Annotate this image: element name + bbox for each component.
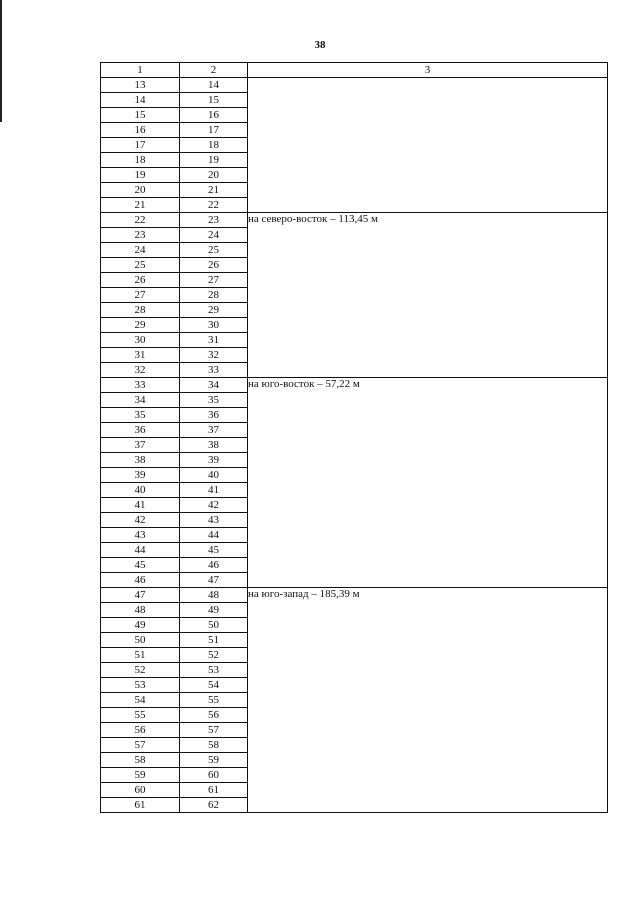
from-point-cell: 38	[101, 453, 180, 468]
from-point-cell: 49	[101, 618, 180, 633]
to-point-cell: 45	[180, 543, 248, 558]
to-point-cell: 14	[180, 78, 248, 93]
scan-edge-mark	[0, 0, 2, 122]
to-point-cell: 52	[180, 648, 248, 663]
to-point-cell: 46	[180, 558, 248, 573]
from-point-cell: 60	[101, 783, 180, 798]
to-point-cell: 21	[180, 183, 248, 198]
to-point-cell: 30	[180, 318, 248, 333]
from-point-cell: 32	[101, 363, 180, 378]
to-point-cell: 51	[180, 633, 248, 648]
header-col-2: 2	[180, 63, 248, 78]
to-point-cell: 32	[180, 348, 248, 363]
from-point-cell: 29	[101, 318, 180, 333]
from-point-cell: 40	[101, 483, 180, 498]
to-point-cell: 48	[180, 588, 248, 603]
from-point-cell: 53	[101, 678, 180, 693]
from-point-cell: 36	[101, 423, 180, 438]
to-point-cell: 61	[180, 783, 248, 798]
from-point-cell: 25	[101, 258, 180, 273]
header-row	[101, 63, 608, 78]
from-point-cell: 45	[101, 558, 180, 573]
from-point-cell: 37	[101, 438, 180, 453]
from-point-cell: 15	[101, 108, 180, 123]
to-point-cell: 41	[180, 483, 248, 498]
to-point-cell: 15	[180, 93, 248, 108]
from-point-cell: 61	[101, 798, 180, 813]
from-point-cell: 26	[101, 273, 180, 288]
to-point-cell: 44	[180, 528, 248, 543]
to-point-cell: 57	[180, 723, 248, 738]
from-point-cell: 21	[101, 198, 180, 213]
to-point-cell: 18	[180, 138, 248, 153]
direction-distance-cell: на юго-восток – 57,22 м	[248, 378, 608, 588]
header-col-1: 1	[101, 63, 180, 78]
from-point-cell: 34	[101, 393, 180, 408]
to-point-cell: 50	[180, 618, 248, 633]
from-point-cell: 27	[101, 288, 180, 303]
table-row	[101, 378, 608, 393]
to-point-cell: 60	[180, 768, 248, 783]
to-point-cell: 23	[180, 213, 248, 228]
table-row	[101, 213, 608, 228]
to-point-cell: 58	[180, 738, 248, 753]
from-point-cell: 16	[101, 123, 180, 138]
page-number: 38	[314, 39, 326, 51]
table-row	[101, 588, 608, 603]
from-point-cell: 41	[101, 498, 180, 513]
to-point-cell: 49	[180, 603, 248, 618]
header-col-3: 3	[248, 63, 608, 78]
to-point-cell: 37	[180, 423, 248, 438]
to-point-cell: 20	[180, 168, 248, 183]
to-point-cell: 26	[180, 258, 248, 273]
from-point-cell: 43	[101, 528, 180, 543]
from-point-cell: 52	[101, 663, 180, 678]
from-point-cell: 58	[101, 753, 180, 768]
table-body	[101, 78, 608, 813]
from-point-cell: 22	[101, 213, 180, 228]
from-point-cell: 30	[101, 333, 180, 348]
to-point-cell: 16	[180, 108, 248, 123]
to-point-cell: 43	[180, 513, 248, 528]
from-point-cell: 23	[101, 228, 180, 243]
from-point-cell: 46	[101, 573, 180, 588]
from-point-cell: 54	[101, 693, 180, 708]
from-point-cell: 28	[101, 303, 180, 318]
to-point-cell: 22	[180, 198, 248, 213]
from-point-cell: 14	[101, 93, 180, 108]
from-point-cell: 17	[101, 138, 180, 153]
from-point-cell: 19	[101, 168, 180, 183]
direction-distance-cell	[248, 78, 608, 213]
to-point-cell: 38	[180, 438, 248, 453]
to-point-cell: 28	[180, 288, 248, 303]
to-point-cell: 56	[180, 708, 248, 723]
from-point-cell: 42	[101, 513, 180, 528]
from-point-cell: 48	[101, 603, 180, 618]
from-point-cell: 31	[101, 348, 180, 363]
from-point-cell: 44	[101, 543, 180, 558]
to-point-cell: 19	[180, 153, 248, 168]
to-point-cell: 17	[180, 123, 248, 138]
to-point-cell: 25	[180, 243, 248, 258]
to-point-cell: 40	[180, 468, 248, 483]
from-point-cell: 51	[101, 648, 180, 663]
from-point-cell: 50	[101, 633, 180, 648]
to-point-cell: 62	[180, 798, 248, 813]
to-point-cell: 36	[180, 408, 248, 423]
from-point-cell: 24	[101, 243, 180, 258]
to-point-cell: 31	[180, 333, 248, 348]
to-point-cell: 34	[180, 378, 248, 393]
to-point-cell: 35	[180, 393, 248, 408]
direction-distance-cell: на северо-восток – 113,45 м	[248, 213, 608, 378]
from-point-cell: 47	[101, 588, 180, 603]
from-point-cell: 35	[101, 408, 180, 423]
to-point-cell: 54	[180, 678, 248, 693]
boundary-table	[100, 62, 608, 813]
to-point-cell: 42	[180, 498, 248, 513]
from-point-cell: 56	[101, 723, 180, 738]
to-point-cell: 53	[180, 663, 248, 678]
from-point-cell: 18	[101, 153, 180, 168]
to-point-cell: 29	[180, 303, 248, 318]
table-row	[101, 78, 608, 93]
from-point-cell: 13	[101, 78, 180, 93]
from-point-cell: 57	[101, 738, 180, 753]
to-point-cell: 27	[180, 273, 248, 288]
from-point-cell: 20	[101, 183, 180, 198]
from-point-cell: 59	[101, 768, 180, 783]
to-point-cell: 47	[180, 573, 248, 588]
to-point-cell: 39	[180, 453, 248, 468]
direction-distance-cell: на юго-запад – 185,39 м	[248, 588, 608, 813]
to-point-cell: 33	[180, 363, 248, 378]
to-point-cell: 55	[180, 693, 248, 708]
from-point-cell: 33	[101, 378, 180, 393]
to-point-cell: 24	[180, 228, 248, 243]
from-point-cell: 55	[101, 708, 180, 723]
from-point-cell: 39	[101, 468, 180, 483]
to-point-cell: 59	[180, 753, 248, 768]
